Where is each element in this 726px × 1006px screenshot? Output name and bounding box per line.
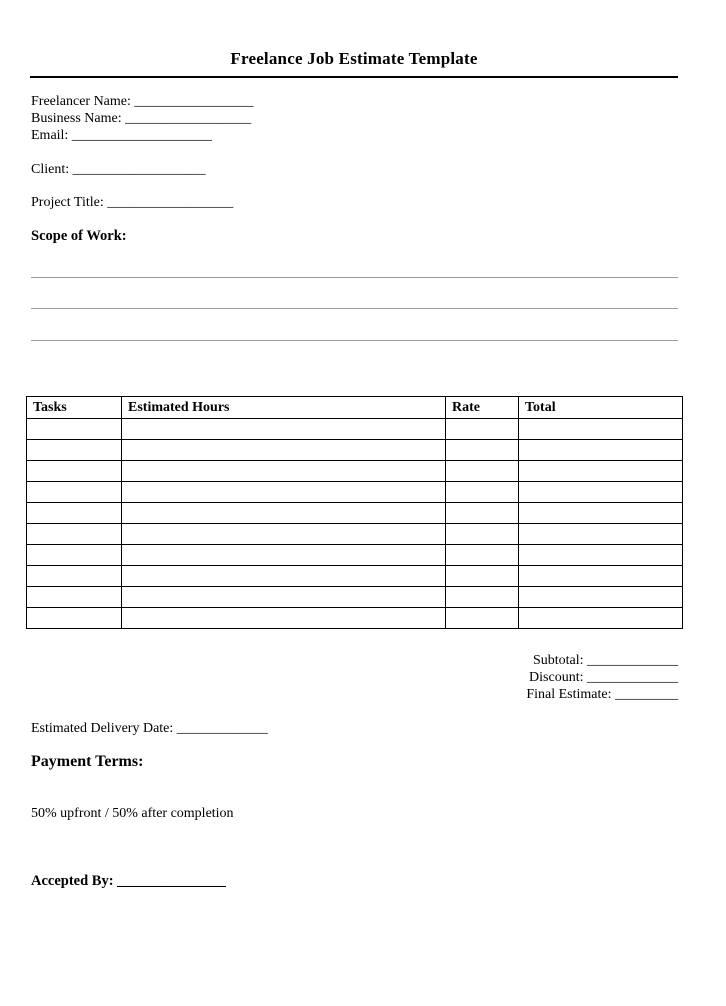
table-cell-tasks[interactable] bbox=[27, 524, 122, 545]
page-title: Freelance Job Estimate Template bbox=[230, 49, 478, 68]
table-row bbox=[27, 482, 683, 503]
table-cell-tasks[interactable] bbox=[27, 440, 122, 461]
totals-block bbox=[378, 652, 678, 703]
scope-write-line[interactable] bbox=[31, 277, 678, 278]
table-row bbox=[27, 566, 683, 587]
field-client[interactable]: Client: ___________________ bbox=[31, 162, 206, 177]
field-freelancer-name[interactable]: Freelancer Name: _________________ bbox=[31, 94, 254, 109]
final-estimate-field[interactable]: Final Estimate: _________ bbox=[526, 687, 678, 702]
table-cell-estimated-hours[interactable] bbox=[122, 482, 446, 503]
table-cell-estimated-hours[interactable] bbox=[122, 503, 446, 524]
field-estimated-delivery-date[interactable]: Estimated Delivery Date: _____________ bbox=[31, 721, 268, 736]
table-cell-rate[interactable] bbox=[446, 503, 519, 524]
table-row bbox=[27, 461, 683, 482]
table-cell-estimated-hours[interactable] bbox=[122, 566, 446, 587]
table-header-row bbox=[27, 397, 683, 419]
table-cell-rate[interactable] bbox=[446, 524, 519, 545]
table-cell-tasks[interactable] bbox=[27, 503, 122, 524]
table-cell-total[interactable] bbox=[519, 482, 683, 503]
table-cell-estimated-hours[interactable] bbox=[122, 419, 446, 440]
table-row bbox=[27, 440, 683, 461]
subtotal-field[interactable]: Subtotal: _____________ bbox=[532, 653, 678, 668]
table-cell-total[interactable] bbox=[519, 440, 683, 461]
table-cell-total[interactable] bbox=[519, 503, 683, 524]
table-cell-rate[interactable] bbox=[446, 587, 519, 608]
table-cell-tasks[interactable] bbox=[27, 608, 122, 629]
table-cell-total[interactable] bbox=[519, 524, 683, 545]
field-business-name[interactable]: Business Name: __________________ bbox=[31, 111, 252, 126]
table-cell-tasks[interactable] bbox=[27, 419, 122, 440]
field-project-title[interactable]: Project Title: __________________ bbox=[31, 195, 234, 210]
table-cell-tasks[interactable] bbox=[27, 482, 122, 503]
estimate-table bbox=[26, 396, 683, 629]
discount-field[interactable]: Discount: _____________ bbox=[529, 670, 678, 685]
table-cell-tasks[interactable] bbox=[27, 461, 122, 482]
table-row bbox=[27, 524, 683, 545]
scope-write-line[interactable] bbox=[31, 340, 678, 341]
field-email[interactable]: Email: ____________________ bbox=[31, 128, 212, 143]
column-header-rate: Rate bbox=[446, 397, 519, 419]
table-row bbox=[27, 608, 683, 629]
table-row bbox=[27, 545, 683, 566]
table-cell-estimated-hours[interactable] bbox=[122, 440, 446, 461]
table-cell-tasks[interactable] bbox=[27, 587, 122, 608]
table-cell-estimated-hours[interactable] bbox=[122, 587, 446, 608]
table-cell-total[interactable] bbox=[519, 587, 683, 608]
table-cell-total[interactable] bbox=[519, 545, 683, 566]
table-cell-rate[interactable] bbox=[446, 482, 519, 503]
field-accepted-by[interactable]: Accepted By: _______________ bbox=[31, 873, 226, 889]
table-cell-rate[interactable] bbox=[446, 608, 519, 629]
table-cell-total[interactable] bbox=[519, 419, 683, 440]
scope-of-work-label: Scope of Work: bbox=[31, 228, 127, 244]
column-header-tasks: Tasks bbox=[27, 397, 122, 419]
table-cell-total[interactable] bbox=[519, 461, 683, 482]
table-cell-rate[interactable] bbox=[446, 419, 519, 440]
column-header-total: Total bbox=[519, 397, 683, 419]
table-cell-rate[interactable] bbox=[446, 461, 519, 482]
payment-terms-text: 50% upfront / 50% after completion bbox=[31, 806, 234, 821]
table-row bbox=[27, 419, 683, 440]
table-row bbox=[27, 503, 683, 524]
table-cell-estimated-hours[interactable] bbox=[122, 461, 446, 482]
payment-terms-label: Payment Terms: bbox=[31, 753, 144, 770]
table-cell-rate[interactable] bbox=[446, 440, 519, 461]
table-cell-estimated-hours[interactable] bbox=[122, 545, 446, 566]
column-header-estimated-hours: Estimated Hours bbox=[122, 397, 446, 419]
table-row bbox=[27, 587, 683, 608]
table-cell-rate[interactable] bbox=[446, 566, 519, 587]
table-cell-estimated-hours[interactable] bbox=[122, 524, 446, 545]
table-cell-estimated-hours[interactable] bbox=[122, 608, 446, 629]
table-cell-rate[interactable] bbox=[446, 545, 519, 566]
table-cell-tasks[interactable] bbox=[27, 545, 122, 566]
table-cell-total[interactable] bbox=[519, 608, 683, 629]
table-cell-total[interactable] bbox=[519, 566, 683, 587]
scope-write-line[interactable] bbox=[31, 308, 678, 309]
title-divider bbox=[30, 76, 678, 78]
table-cell-tasks[interactable] bbox=[27, 566, 122, 587]
